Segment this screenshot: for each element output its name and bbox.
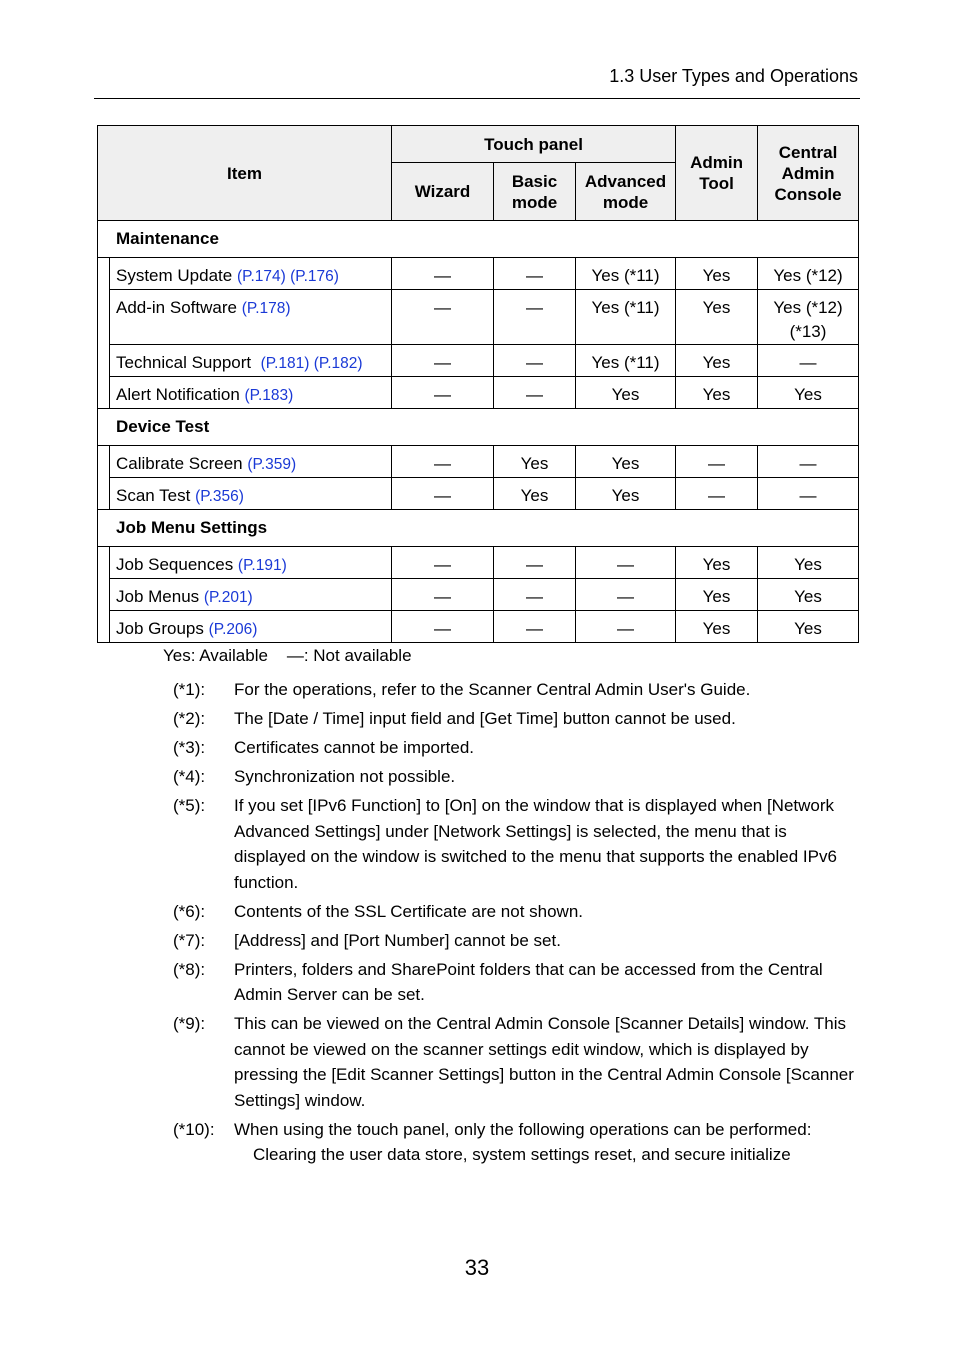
indent-cell xyxy=(98,611,110,643)
advanced-mode-cell: — xyxy=(576,611,676,643)
item-cell xyxy=(110,478,392,510)
header-advanced-mode: Advanced mode xyxy=(576,163,676,221)
header-basic-mode: Basic mode xyxy=(494,163,576,221)
footnote-text: Certificates cannot be imported. xyxy=(234,738,475,757)
admin-tool-cell: Yes xyxy=(676,611,758,643)
footnote-text: [Address] and [Port Number] cannot be set. xyxy=(234,930,561,950)
central-admin-console-cell: Yes xyxy=(758,611,859,643)
admin-tool-cell: — xyxy=(676,478,758,510)
footnote-number: (*9): xyxy=(173,1014,206,1033)
item-cell xyxy=(110,345,392,377)
wizard-cell: — xyxy=(392,258,494,290)
table-row xyxy=(98,345,859,377)
admin-tool-cell: — xyxy=(676,446,758,478)
advanced-mode-cell: Yes (*11) xyxy=(576,290,676,345)
footnote-text: Printers, folders and SharePoint folders that can be accessed from the Central Admin Server can be set. xyxy=(234,959,823,1004)
header-admin-tool: Admin Tool xyxy=(676,126,758,221)
footnote-text-block xyxy=(234,706,863,732)
admin-tool-cell: Yes xyxy=(676,377,758,409)
admin-tool-cell: Yes xyxy=(676,547,758,579)
admin-tool-cell: Yes xyxy=(676,258,758,290)
item-cell xyxy=(110,547,392,579)
wizard-cell: — xyxy=(392,377,494,409)
advanced-mode-cell: Yes xyxy=(576,478,676,510)
table-row xyxy=(98,547,859,579)
item-label: Calibrate Screen xyxy=(116,454,248,473)
footnote xyxy=(173,928,863,954)
legend: Yes: Available —: Not available xyxy=(163,646,412,665)
footnote-text: If you set [IPv6 Function] to [On] on the window that is displayed when [Network Advanced Settings] under [Network Settings] is selected, the menu that is displayed on the window is switched to the menu that supports the enabled IPv6 function. xyxy=(234,796,837,892)
header-divider xyxy=(94,98,860,99)
basic-mode-cell: — xyxy=(494,377,576,409)
page-reference-link[interactable]: (P.359) xyxy=(247,456,297,473)
footnote-text: Synchronization not possible. xyxy=(234,767,456,786)
item-label: Alert Notification xyxy=(116,385,245,404)
basic-mode-cell: — xyxy=(494,258,576,290)
basic-mode-cell: — xyxy=(494,345,576,377)
advanced-mode-cell: Yes (*11) xyxy=(576,258,676,290)
footnote xyxy=(173,1117,863,1168)
indent-cell xyxy=(98,547,110,579)
footnote-text: Contents of the SSL Certificate are not shown. xyxy=(234,901,584,921)
admin-tool-cell: Yes xyxy=(676,579,758,611)
footnote xyxy=(173,793,863,895)
group-row xyxy=(98,409,859,446)
footnote-number: (*7): xyxy=(173,930,206,950)
admin-tool-cell: Yes xyxy=(676,290,758,345)
table-row xyxy=(98,290,859,345)
advanced-mode-cell: — xyxy=(576,547,676,579)
footnote-text-block xyxy=(234,1117,863,1168)
page-reference-link[interactable]: (P.174) (P.176) xyxy=(236,268,339,285)
footnote-text-block xyxy=(234,899,863,925)
item-label: Job Menus xyxy=(116,587,204,606)
footnote-number: (*1): xyxy=(173,680,206,699)
item-cell xyxy=(110,377,392,409)
wizard-cell: — xyxy=(392,345,494,377)
wizard-cell: — xyxy=(392,478,494,510)
table-row xyxy=(98,258,859,290)
footnote-text-block xyxy=(234,1011,863,1113)
footnote-subtext: Clearing the user data store, system settings reset, and secure initialize xyxy=(253,1145,791,1164)
notes-list xyxy=(173,677,863,1171)
indent-cell xyxy=(98,377,110,409)
group-row xyxy=(98,510,859,547)
table-row xyxy=(98,579,859,611)
group-heading: Maintenance xyxy=(98,221,859,258)
footnote-number: (*2): xyxy=(173,709,206,728)
wizard-cell: — xyxy=(392,611,494,643)
indent-cell xyxy=(98,446,110,478)
central-admin-console-cell: — xyxy=(758,478,859,510)
item-cell xyxy=(110,579,392,611)
item-cell xyxy=(110,446,392,478)
indent-cell xyxy=(98,290,110,345)
indent-cell xyxy=(98,258,110,290)
table-row xyxy=(98,478,859,510)
central-admin-console-cell: Yes (*12)(*13) xyxy=(758,290,859,345)
footnote-text: For the operations, refer to the Scanner Central Admin User's Guide. xyxy=(234,680,751,699)
footnote-text-block xyxy=(234,735,863,761)
page-reference-link[interactable]: (P.206) xyxy=(208,621,258,638)
footnote-text-block xyxy=(234,928,863,954)
central-admin-console-cell: — xyxy=(758,446,859,478)
group-heading: Device Test xyxy=(98,409,859,446)
item-label: Technical Support xyxy=(116,353,261,372)
page-reference-link[interactable]: (P.191) xyxy=(237,557,287,574)
advanced-mode-cell: Yes xyxy=(576,377,676,409)
wizard-cell: — xyxy=(392,547,494,579)
indent-cell xyxy=(98,579,110,611)
advanced-mode-cell: — xyxy=(576,579,676,611)
header-central-admin-console: Central Admin Console xyxy=(758,126,859,221)
footnote-text-block xyxy=(234,793,863,895)
footnote-number: (*5): xyxy=(173,796,206,815)
table-row xyxy=(98,377,859,409)
header-touch-panel: Touch panel xyxy=(392,126,676,163)
advanced-mode-cell: Yes xyxy=(576,446,676,478)
footnote xyxy=(173,899,863,925)
operations-table xyxy=(97,125,859,643)
item-label: Job Sequences xyxy=(116,555,238,574)
central-admin-console-cell: Yes xyxy=(758,547,859,579)
wizard-cell: — xyxy=(392,579,494,611)
footnote-number: (*3): xyxy=(173,738,206,757)
table-row xyxy=(98,611,859,643)
group-row xyxy=(98,221,859,258)
page-reference-link[interactable]: (P.181) (P.182) xyxy=(260,355,363,372)
wizard-cell: — xyxy=(392,446,494,478)
footnote-text-block xyxy=(234,957,863,1008)
page-reference-link[interactable]: (P.356) xyxy=(195,488,244,505)
page-number: 33 xyxy=(464,1255,490,1280)
basic-mode-cell: — xyxy=(494,611,576,643)
footnote-text-block xyxy=(234,677,863,703)
page-reference-link[interactable]: (P.201) xyxy=(203,589,253,606)
section-title: 1.3 User Types and Operations xyxy=(609,66,858,86)
central-admin-console-cell: Yes xyxy=(758,377,859,409)
item-label: Add-in Software xyxy=(116,298,242,317)
footnote xyxy=(173,706,863,732)
basic-mode-cell: — xyxy=(494,290,576,345)
table-row xyxy=(98,446,859,478)
basic-mode-cell: — xyxy=(494,547,576,579)
footnote xyxy=(173,1011,863,1113)
footnote-text-block xyxy=(234,764,863,790)
central-admin-console-cell: — xyxy=(758,345,859,377)
footnote-number: (*10): xyxy=(173,1119,215,1139)
item-label: System Update xyxy=(116,266,237,285)
wizard-cell: — xyxy=(392,290,494,345)
basic-mode-cell: Yes xyxy=(494,446,576,478)
footnote xyxy=(173,957,863,1008)
central-admin-console-cell: Yes (*12) xyxy=(758,258,859,290)
footnote-text: The [Date / Time] input field and [Get Time] button cannot be used. xyxy=(234,709,736,728)
footnote xyxy=(173,764,863,790)
basic-mode-cell: Yes xyxy=(494,478,576,510)
group-heading: Job Menu Settings xyxy=(98,510,859,547)
basic-mode-cell: — xyxy=(494,579,576,611)
page-reference-link[interactable]: (P.183) xyxy=(244,387,294,404)
item-cell xyxy=(110,290,392,345)
item-cell xyxy=(110,611,392,643)
item-cell xyxy=(110,258,392,290)
item-label: Scan Test xyxy=(116,486,196,505)
footnote-number: (*6): xyxy=(173,901,206,921)
footnote-text: This can be viewed on the Central Admin Console [Scanner Details] window. This cannot be viewed on the scanner settings edit window, which is displayed by pressing the [Edit Scanner Settings] button in the Central Admin Console [Scanner Settings] window. xyxy=(234,1014,854,1110)
indent-cell xyxy=(98,345,110,377)
footnote-text: When using the touch panel, only the following operations can be performed: xyxy=(234,1119,812,1139)
footnote xyxy=(173,735,863,761)
page-reference-link[interactable]: (P.178) xyxy=(241,300,291,317)
item-label: Job Groups xyxy=(116,619,209,638)
footnote-number: (*8): xyxy=(173,959,206,979)
header-item: Item xyxy=(98,126,392,221)
advanced-mode-cell: Yes (*11) xyxy=(576,345,676,377)
indent-cell xyxy=(98,478,110,510)
header-wizard: Wizard xyxy=(392,163,494,221)
footnote xyxy=(173,677,863,703)
admin-tool-cell: Yes xyxy=(676,345,758,377)
central-admin-console-cell: Yes xyxy=(758,579,859,611)
footnote-number: (*4): xyxy=(173,767,206,786)
